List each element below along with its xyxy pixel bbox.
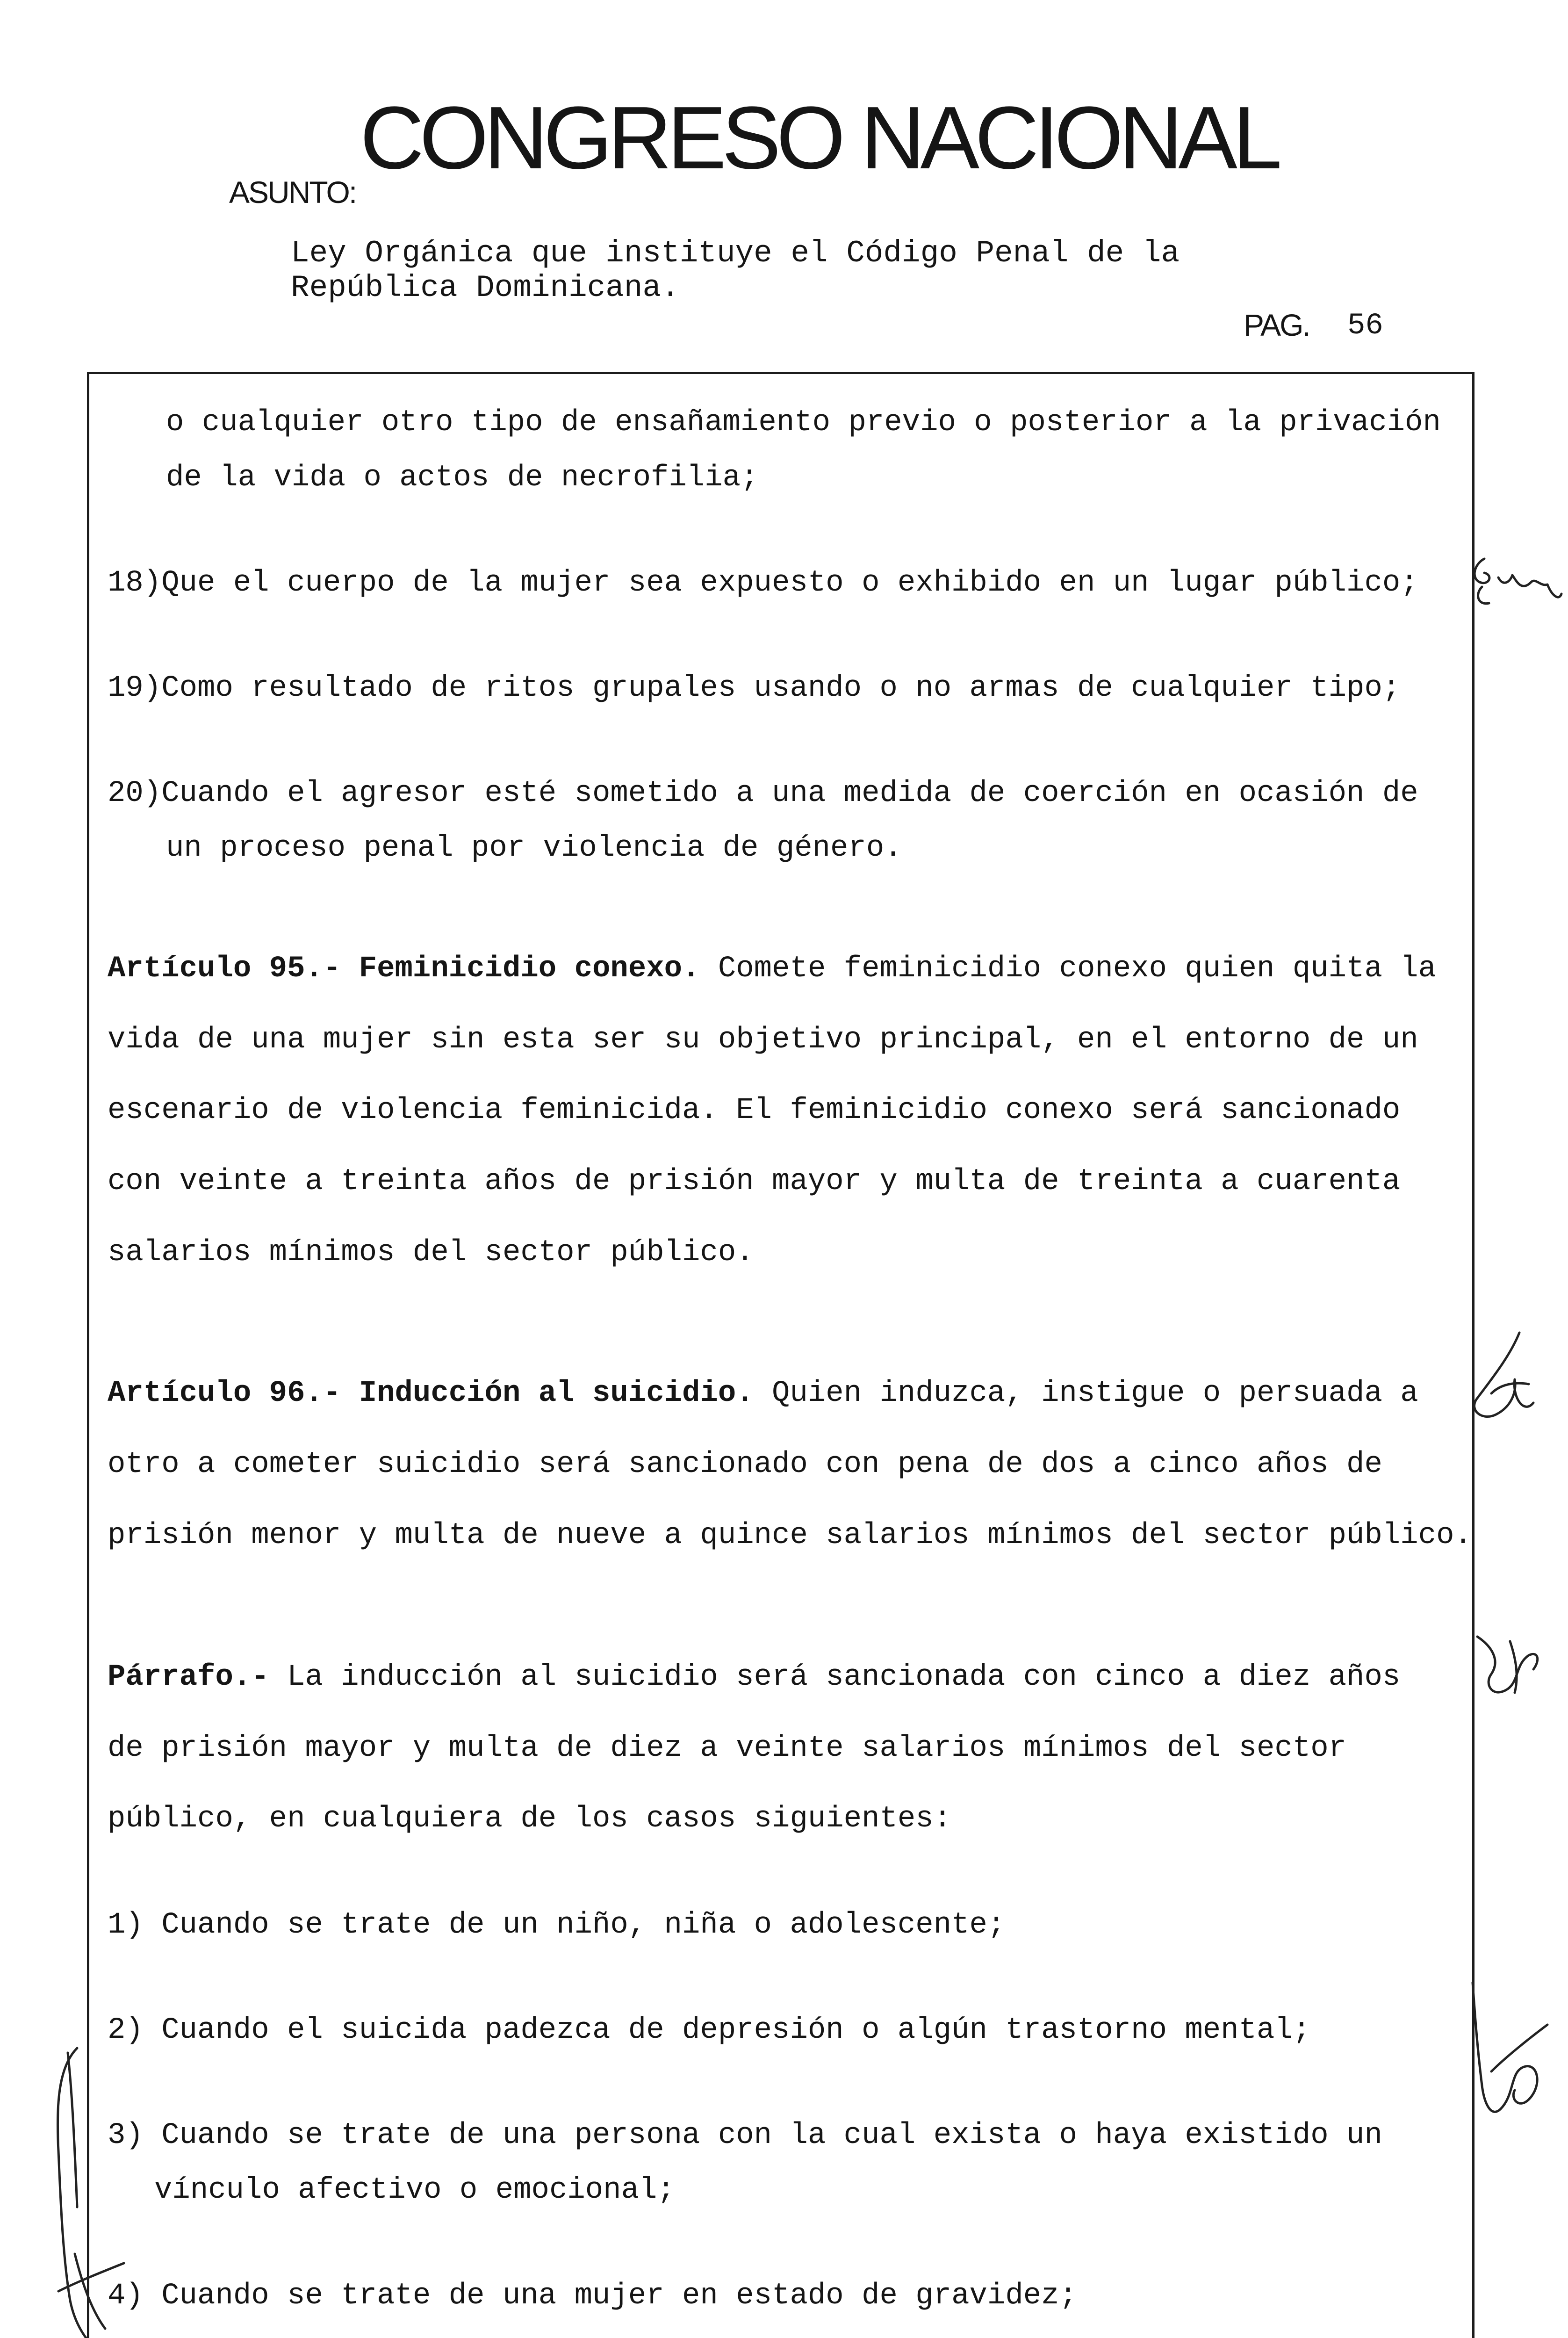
subject-text [291, 236, 1460, 305]
handwritten-initials-2 [1463, 1328, 1547, 1431]
parrafo-text-1: La inducción al suicidio será sancionada con cinco a diez años [269, 1660, 1401, 1694]
article-95-text-1: Comete feminicidio conexo quien quita la [700, 952, 1437, 986]
article-95-line-4: con veinte a treinta años de prisión mayor y multa de treinta a cuarenta [108, 1165, 1401, 1198]
page-number: 56 [1347, 309, 1383, 343]
article-96-line-3: prisión menor y multa de nueve a quince salarios mínimos del sector público. [108, 1519, 1472, 1552]
handwritten-initials-1 [1466, 549, 1566, 620]
case-item-3-line-1: 3) Cuando se trate de una persona con la cual exista o haya existido un [108, 2119, 1382, 2152]
case-item-3-line-2: vínculo afectivo o emocional; [154, 2173, 675, 2207]
parrafo-line-2: de prisión mayor y multa de diez a veinte salarios mínimos del sector [108, 1732, 1347, 1765]
institution-title: CONGRESO NACIONAL [360, 88, 1278, 188]
continuation-line-2: de la vida o actos de necrofilia; [166, 461, 759, 495]
article-96-line-2: otro a cometer suicidio será sancionado con pena de dos a cinco años de [108, 1448, 1382, 1481]
list-item-19: 19)Como resultado de ritos grupales usando o no armas de cualquier tipo; [108, 671, 1401, 705]
article-96-heading: Artículo 96.- Inducción al suicidio. [108, 1377, 754, 1410]
case-item-1: 1) Cuando se trate de un niño, niña o adolescente; [108, 1908, 1006, 1942]
article-95-heading: Artículo 95.- Feminicidio conexo. [108, 952, 700, 986]
list-item-20-line-2: un proceso penal por violencia de género. [166, 831, 902, 865]
handwritten-signature-left [40, 2039, 133, 2338]
article-96-text-1: Quien induzca, instigue o persuada a [754, 1377, 1418, 1410]
article-95-line-1 [108, 954, 1463, 984]
parrafo-line-1 [108, 1662, 1463, 1692]
parrafo-heading: Párrafo.- [108, 1660, 269, 1694]
article-95-line-5: salarios mínimos del sector público. [108, 1236, 754, 1270]
handwritten-signature-right [1463, 1978, 1557, 2146]
page-label: PAG. [1244, 308, 1309, 342]
subject-line-1: Ley Orgánica que instituye el Código Penal de la [291, 236, 1180, 271]
list-item-20-line-1: 20)Cuando el agresor esté sometido a una medida de coerción en ocasión de [108, 777, 1418, 810]
subject-line-2: República Dominicana. [291, 270, 680, 305]
article-96-line-1 [108, 1378, 1463, 1408]
case-item-2: 2) Cuando el suicida padezca de depresión o algún trastorno mental; [108, 2013, 1311, 2047]
article-95-line-2: vida de una mujer sin esta ser su objetivo principal, en el entorno de un [108, 1023, 1418, 1057]
article-95-line-3: escenario de violencia feminicida. El feminicidio conexo será sancionado [108, 1094, 1401, 1127]
case-item-4: 4) Cuando se trate de una mujer en estado de gravidez; [108, 2279, 1077, 2313]
list-item-18: 18)Que el cuerpo de la mujer sea expuesto o exhibido en un lugar público; [108, 566, 1418, 600]
handwritten-initials-3 [1463, 1627, 1547, 1711]
asunto-label: ASUNTO: [229, 175, 356, 209]
continuation-line-1: o cualquier otro tipo de ensañamiento previo o posterior a la privación [166, 406, 1441, 440]
parrafo-line-3: público, en cualquiera de los casos siguientes: [108, 1802, 952, 1836]
